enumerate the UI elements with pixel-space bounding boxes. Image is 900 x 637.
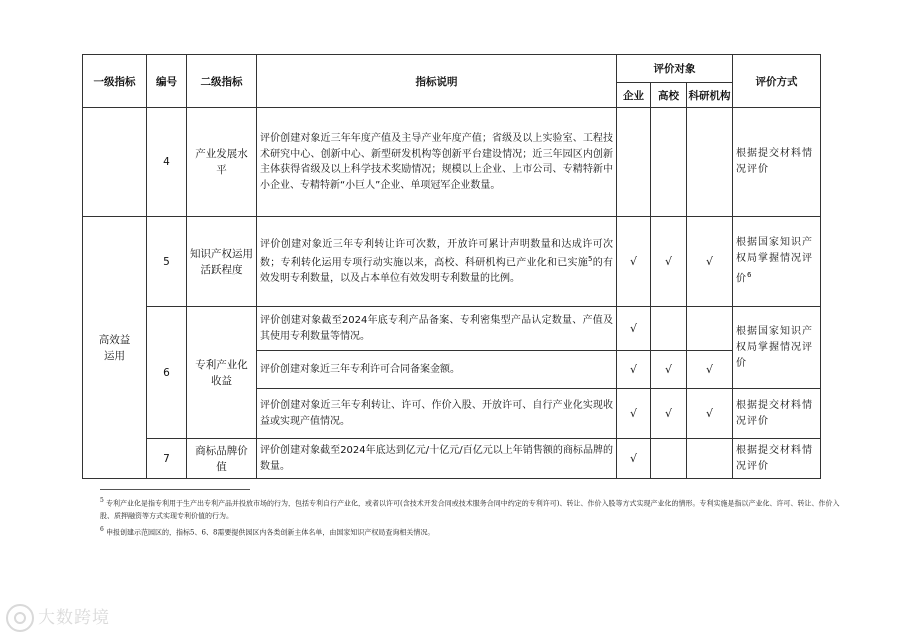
level1-cell: 高效益运用 [83, 217, 147, 479]
footnote-text: 申报创建示范园区的，指标5、6、8需要提供园区内各类创新主体名单，由国家知识产权局查询相关情况。 [106, 528, 435, 537]
table-row [83, 108, 821, 217]
description-cell: 评价创建对象近三年年度产值及主导产业年度产值；省级及以上实验室、工程技术研究中心、创新中心、新型研发机构等创新平台建设情况；近三年园区内创新主体获得省级及以上科学技术奖励情况；规模以上企业、上市公司、专精特新中小企业、专精特新“小巨人”企业、单项冠军企业数量。 [257, 108, 617, 217]
method-cell [733, 217, 821, 307]
check-university: √ [651, 389, 687, 439]
footnote-mark: 5 [100, 497, 104, 504]
check-enterprise: √ [617, 307, 651, 351]
row-number: 4 [147, 108, 187, 217]
header-number: 编号 [147, 55, 187, 108]
indicator-table [82, 54, 821, 479]
check-enterprise [617, 108, 651, 217]
header-university: 高校 [651, 83, 687, 108]
header-research: 科研机构 [687, 83, 733, 108]
check-research: √ [687, 351, 733, 389]
row-number: 5 [147, 217, 187, 307]
level2-cell: 专利产业化收益 [187, 307, 257, 439]
method-cell: 根据提交材料情况评价 [733, 389, 821, 439]
description-cell [257, 217, 617, 307]
method-cell: 根据提交材料情况评价 [733, 439, 821, 479]
watermark-logo-icon [6, 604, 34, 632]
description-part-b: 的有效发明专利数量，以及占本单位有效发明专利数量的比例。 [260, 257, 614, 284]
check-research [687, 108, 733, 217]
header-eval-method: 评价方式 [733, 55, 821, 108]
method-text: 根据国家知识产权局掌握情况评价 [736, 237, 814, 285]
header-enterprise: 企业 [617, 83, 651, 108]
footnote-ref[interactable]: 5 [588, 255, 593, 264]
header-eval-target: 评价对象 [617, 55, 733, 83]
footnotes [100, 489, 840, 540]
check-university [651, 108, 687, 217]
check-university: √ [651, 351, 687, 389]
footnote-divider [100, 489, 250, 490]
check-university [651, 307, 687, 351]
table-row [83, 439, 821, 479]
row-number: 6 [147, 307, 187, 439]
row-number: 7 [147, 439, 187, 479]
watermark [6, 603, 110, 632]
level2-cell: 商标品牌价值 [187, 439, 257, 479]
watermark-text: 大数跨境 [38, 608, 110, 628]
footnote-text: 专利产业化是指专利用于生产出专利产品并投放市场的行为，包括专利自行产业化，或者以许可(含技术开发合同或技术服务合同中约定的专利许可)、转让、作价入股等方式实现产业化的情形。专利实施是指以产业化、许可、转让、作价入股、质押融资等方式实现专利价值的行为。 [100, 499, 840, 521]
footnote-mark: 6 [100, 526, 104, 534]
footnote-ref[interactable]: 6 [747, 271, 753, 280]
level1-cell [83, 108, 147, 217]
check-enterprise: √ [617, 351, 651, 389]
check-research [687, 439, 733, 479]
header-level1: 一级指标 [83, 55, 147, 108]
check-research: √ [687, 217, 733, 307]
description-part-a: 评价创建对象近三年专利转让许可次数，开放许可累计声明数量和达成许可次数；专利转化运用专项行动实施以来，高校、科研机构已产业化和已实施 [260, 238, 613, 269]
description-cell: 评价创建对象近三年专利转让、许可、作价入股、开放许可、自行产业化实现收益或实现产值情况。 [257, 389, 617, 439]
method-cell: 根据国家知识产权局掌握情况评价 [733, 307, 821, 389]
level2-cell: 产业发展水平 [187, 108, 257, 217]
check-university [651, 439, 687, 479]
check-enterprise: √ [617, 439, 651, 479]
description-cell: 评价创建对象截至2024年底达到亿元/十亿元/百亿元以上年销售额的商标品牌的数量。 [257, 439, 617, 479]
description-cell: 评价创建对象截至2024年底专利产品备案、专利密集型产品认定数量、产值及其使用专利数量等情况。 [257, 307, 617, 351]
footnote-item [100, 523, 840, 539]
footnote-item [100, 494, 840, 523]
check-enterprise: √ [617, 217, 651, 307]
table-row [83, 307, 821, 351]
check-research: √ [687, 389, 733, 439]
check-university: √ [651, 217, 687, 307]
check-enterprise: √ [617, 389, 651, 439]
check-research [687, 307, 733, 351]
description-cell: 评价创建对象近三年专利许可合同备案金额。 [257, 351, 617, 389]
header-description: 指标说明 [257, 55, 617, 108]
table-row [83, 217, 821, 307]
level2-cell: 知识产权运用活跃程度 [187, 217, 257, 307]
method-cell: 根据提交材料情况评价 [733, 108, 821, 217]
header-level2: 二级指标 [187, 55, 257, 108]
header-row [83, 55, 821, 83]
